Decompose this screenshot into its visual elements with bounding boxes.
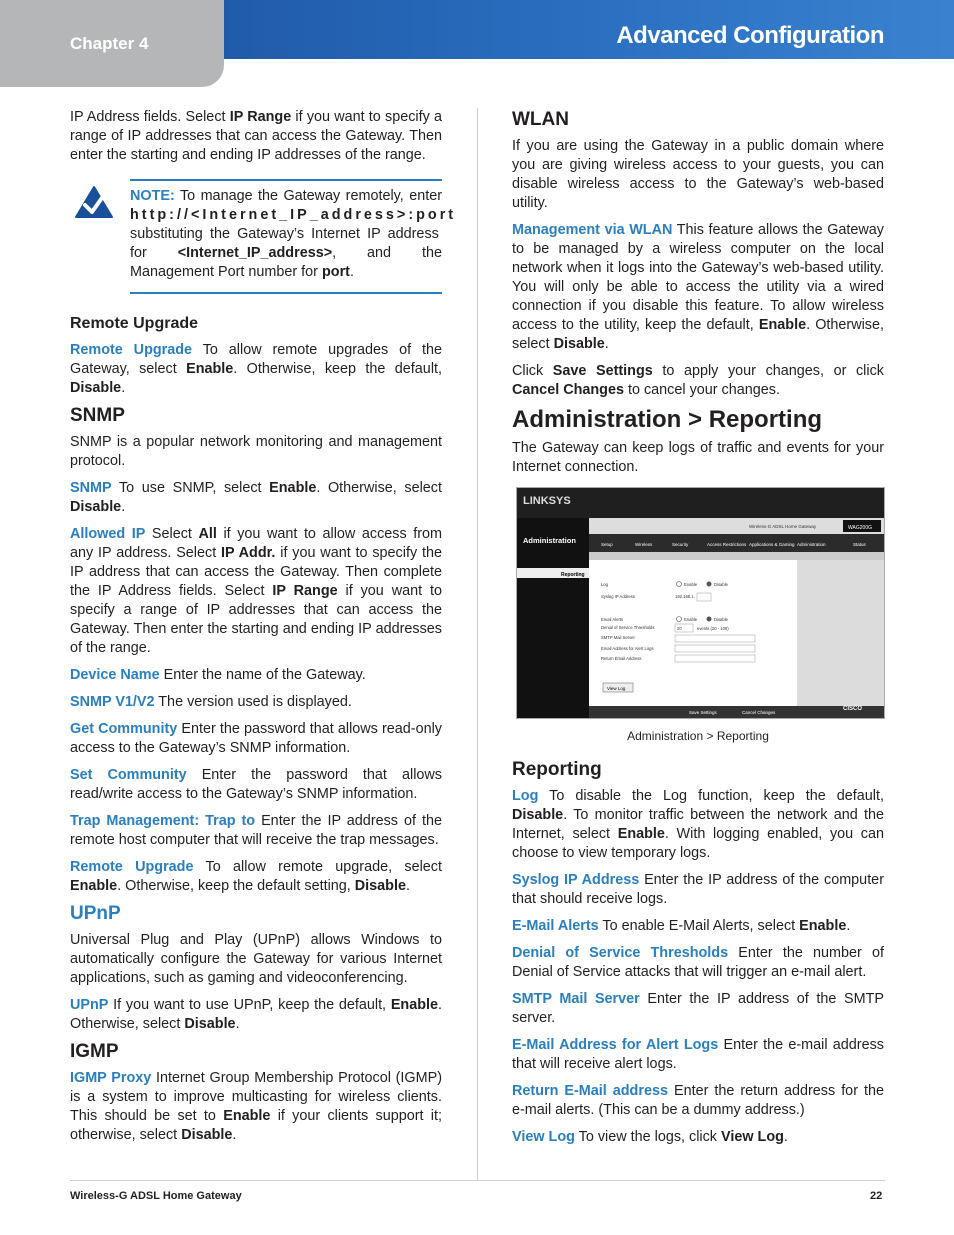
cisco-logo: CISCO xyxy=(843,706,863,712)
svg-text:Enable: Enable xyxy=(684,617,698,622)
save-paragraph: Click Save Settings to apply your changes, or click Cancel Changes to cancel your changes. xyxy=(512,363,884,398)
chapter-tab xyxy=(0,0,224,87)
wlan-heading: WLAN xyxy=(512,109,569,130)
svg-text:Enable: Enable xyxy=(684,582,698,587)
view-log-paragraph: View Log To view the logs, click View Log. xyxy=(512,1129,788,1145)
get-community-paragraph: Get Community Enter the password that allows read-only access to the Gateway’s SNMP information. xyxy=(70,721,442,756)
device-name-paragraph: Device Name Enter the name of the Gateway. xyxy=(70,667,366,683)
dos-paragraph: Denial of Service Thresholds Enter the number of Denial of Service attacks that will trigger an e-mail alert. xyxy=(512,945,884,980)
allowed-ip-paragraph: Allowed IP Select All if you want to allow access from any IP address. Select IP Addr. if you want to specify the IP address that can access the Gateway. Then complete the IP Address fields. Select IP Range if you want to specify a range of IP addresses that can access the Gateway. Then enter the starting and ending IP addresses of the range. xyxy=(70,526,443,656)
svg-text:Denial of Service Thresholds: Denial of Service Thresholds xyxy=(601,625,655,630)
svg-text:Status: Status xyxy=(853,542,866,547)
svg-text:SMTP Mail Server: SMTP Mail Server xyxy=(601,635,635,640)
set-community-paragraph: Set Community Enter the password that allows read/write access to the Gateway’s SNMP information. xyxy=(70,767,442,802)
page-title: Advanced Configuration xyxy=(616,22,884,49)
remote-upgrade-heading: Remote Upgrade xyxy=(70,315,199,332)
igmp-paragraph: IGMP Proxy Internet Group Membership Protocol (IGMP) is a system to improve multicasting for wireless clients. This should be set to Enable if your clients support it; otherwise, select Disable. xyxy=(70,1070,442,1143)
reporting-screenshot xyxy=(516,487,885,719)
checkmark-icon xyxy=(74,185,114,219)
svg-text:Email Alerts: Email Alerts xyxy=(601,617,624,622)
log-paragraph: Log To disable the Log function, keep the default, Disable. To monitor traffic between the network and the Internet, select Enable. With logging enabled, you can choose to view temporary logs. xyxy=(512,788,885,861)
reporting-heading: Reporting xyxy=(512,759,602,780)
screenshot-product: Wireless-G ADSL Home Gateway xyxy=(749,524,817,529)
linksys-logo: LINKSYS xyxy=(523,495,571,507)
svg-text:Setup: Setup xyxy=(601,542,613,547)
footer-divider xyxy=(70,1180,885,1181)
svg-text:Administration: Administration xyxy=(797,542,826,547)
snmp-version-paragraph: SNMP V1/V2 The version used is displayed. xyxy=(70,694,352,710)
syslog-paragraph: Syslog IP Address Enter the IP address of the computer that should receive logs. xyxy=(512,872,884,907)
svg-text:Wireless: Wireless xyxy=(635,542,653,547)
page-number: 22 xyxy=(870,1190,883,1202)
admin-reporting-heading: Administration > Reporting xyxy=(512,406,823,433)
chapter-label: Chapter 4 xyxy=(70,34,149,53)
upnp-intro: Universal Plug and Play (UPnP) allows Windows to automatically configure the Gateway for various Internet applications, such as gaming and videoconferencing. xyxy=(70,932,442,986)
note-box: NOTE: To manage the Gateway remotely, enter http://<Internet_IP_address>:port substituting the Gateway’s Internet IP address for <Internet_IP_address>, and the Management Port number for port. xyxy=(70,179,442,294)
screenshot-model: WAG200G xyxy=(848,525,872,531)
wlan-intro: If you are using the Gateway in a public domain where you are giving wireless access to your guests, you can disable wireless access to the Gateway’s web-based utility. xyxy=(512,138,884,211)
smtp-paragraph: SMTP Mail Server Enter the IP address of the SMTP server. xyxy=(512,991,884,1026)
svg-text:192.168.1.: 192.168.1. xyxy=(675,594,695,599)
remote-upgrade-snmp-paragraph: Remote Upgrade To allow remote upgrade, select Enable. Otherwise, keep the default setting, Disable. xyxy=(70,859,442,894)
column-divider xyxy=(477,108,478,1180)
svg-text:Security: Security xyxy=(672,542,689,547)
svg-text:Disable: Disable xyxy=(714,582,728,587)
screenshot-reporting-label: Reporting xyxy=(561,572,585,578)
svg-text:Disable: Disable xyxy=(714,617,728,622)
svg-text:events (20 - 100): events (20 - 100) xyxy=(697,626,729,631)
snmp-paragraph: SNMP To use SNMP, select Enable. Otherwise, select Disable. xyxy=(70,480,442,515)
upnp-paragraph: UPnP If you want to use UPnP, keep the default, Enable. Otherwise, select Disable. xyxy=(70,997,442,1032)
screenshot-view-log-button: View Log xyxy=(607,686,626,691)
trap-paragraph: Trap Management: Trap to Enter the IP address of the remote host computer that will receive the trap messages. xyxy=(70,813,442,848)
upnp-heading: UPnP xyxy=(70,903,121,924)
footer-product: Wireless-G ADSL Home Gateway xyxy=(70,1190,242,1202)
admin-intro: The Gateway can keep logs of traffic and events for your Internet connection. xyxy=(512,440,884,475)
igmp-heading: IGMP xyxy=(70,1041,119,1062)
svg-text:Syslog IP Address: Syslog IP Address xyxy=(601,594,635,599)
intro-paragraph: IP Address fields. Select IP Range if you want to specify a range of IP addresses that can access the Gateway. Then enter the starting and ending IP addresses of the range. xyxy=(70,109,442,163)
screenshot-caption: Administration > Reporting xyxy=(627,729,769,743)
remote-upgrade-paragraph: Remote Upgrade To allow remote upgrades of the Gateway, select Enable. Otherwise, keep the default, Disable. xyxy=(70,342,443,396)
left-column xyxy=(70,108,457,1153)
return-address-paragraph: Return E-Mail address Enter the return address for the e-mail alerts. (This can be a dummy address.) xyxy=(512,1083,884,1118)
right-column xyxy=(512,108,884,1155)
svg-text:Applications & Gaming: Applications & Gaming xyxy=(749,542,795,547)
email-alerts-paragraph: E-Mail Alerts To enable E-Mail Alerts, select Enable. xyxy=(512,918,851,934)
management-wlan-paragraph: Management via WLAN This feature allows the Gateway to be managed by a wireless computer on the local network when it logs into the Gateway’s web-based utility. You will only be able to access the utility via a wired connection if you disable this feature. To allow wireless access to the utility, keep the default, Enable. Otherwise, select Disable. xyxy=(512,222,884,352)
alert-address-paragraph: E-Mail Address for Alert Logs Enter the e-mail address that will receive alert logs. xyxy=(512,1037,884,1072)
snmp-heading: SNMP xyxy=(70,405,125,426)
svg-text:Access Restrictions: Access Restrictions xyxy=(707,542,747,547)
svg-text:Log: Log xyxy=(601,582,608,587)
snmp-intro: SNMP is a popular network monitoring and management protocol. xyxy=(70,434,442,469)
svg-text:Return Email Address: Return Email Address xyxy=(601,656,642,661)
svg-text:Email Address for Alert Logs: Email Address for Alert Logs xyxy=(601,646,654,651)
svg-text:Cancel Changes: Cancel Changes xyxy=(742,710,776,715)
svg-text:Save Settings: Save Settings xyxy=(689,710,717,715)
screenshot-admin-label: Administration xyxy=(523,536,576,545)
svg-text:20: 20 xyxy=(677,626,682,631)
